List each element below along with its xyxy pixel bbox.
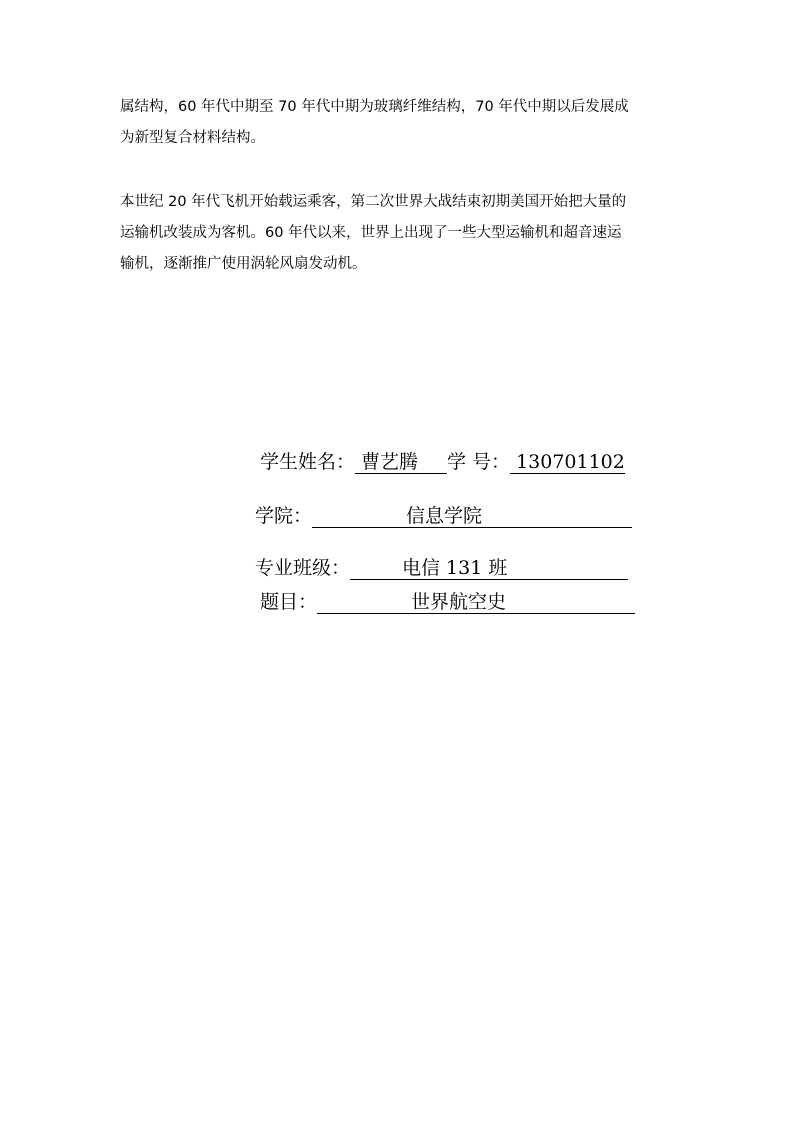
paragraph-line: 本世纪 20 年代飞机开始载运乘客，第二次世界大战结束初期美国开始把大量的: [120, 194, 627, 210]
student-id-label: 学 号：: [447, 451, 511, 473]
student-id-value: 130701102: [510, 451, 625, 474]
paragraph-line: 属结构，60 年代中期至 70 年代中期为玻璃纤维结构，70 年代中期以后发展成: [120, 99, 629, 115]
topic-value: 世界航空史: [317, 591, 635, 614]
student-info-row: [260, 450, 625, 474]
student-name-value: 曹艺腾: [355, 451, 447, 474]
college-row: [255, 504, 632, 528]
student-name-label: 学生姓名：: [260, 451, 356, 473]
major-label: 专业班级：: [255, 557, 351, 579]
paragraph-line: 为新型复合材料结构。: [120, 130, 265, 146]
college-label: 学院：: [255, 505, 313, 527]
paragraph-2: [120, 187, 680, 280]
topic-row: [260, 590, 635, 614]
major-row: [255, 556, 628, 580]
major-value: 电信 131 班: [350, 557, 628, 580]
topic-label: 题目：: [260, 591, 318, 613]
college-value: 信息学院: [312, 505, 632, 528]
paragraph-line: 运输机改装成为客机。60 年代以来，世界上出现了一些大型运输机和超音速运: [120, 225, 622, 241]
paragraph-line: 输机，逐渐推广使用涡轮风扇发动机。: [120, 256, 367, 272]
paragraph-1: [120, 92, 680, 154]
